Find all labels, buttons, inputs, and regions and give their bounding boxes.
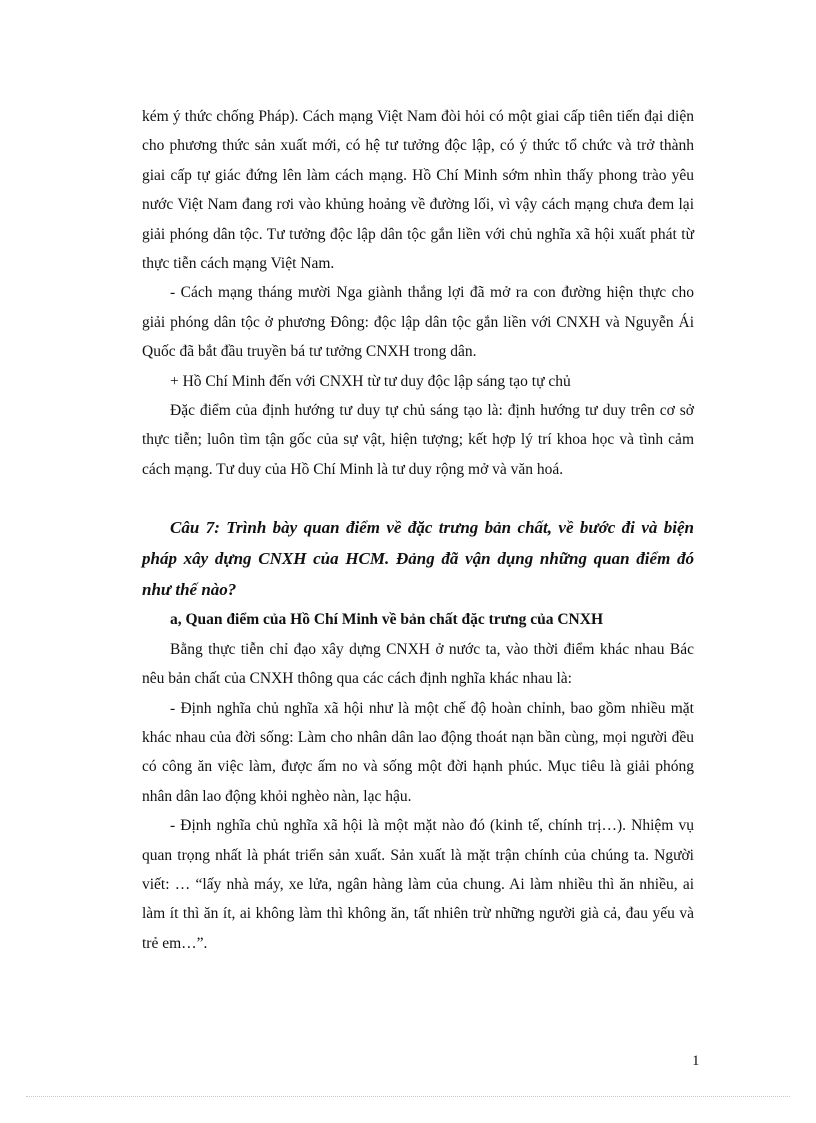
paragraph-definition-one-aspect: - Định nghĩa chủ nghĩa xã hội là một mặt nào đó (kinh tế, chính trị…). Nhiệm vụ quan trọng nhất là phát triển sản xuất. Sản xuất là mặt trận chính của chúng ta. Người viết: … “lấy nhà máy, xe lửa, ngân hàng làm của chung. Ai làm nhiều thì ăn nhiều, ai làm ít thì ăn ít, ai không làm thì không ăn, tất nhiên trừ những người già cả, đau yếu và trẻ em…”. — [142, 817, 694, 952]
paragraph-independent-thinking: + Hồ Chí Minh đến với CNXH từ tư duy độc lập sáng tạo tự chủ — [170, 372, 571, 390]
page-number: 1 — [692, 1053, 700, 1069]
section-heading: a, Quan điểm của Hồ Chí Minh về bản chất đặc trưng của CNXH — [170, 611, 604, 629]
page-bottom-border — [26, 1096, 790, 1097]
question-heading: Câu 7: Trình bày quan điểm về đặc trưng bản chất, về bước đi và biện pháp xây dựng CNXH của HCM. Đảng đã vận dụng những quan điểm đó như thế nào? — [142, 518, 694, 600]
page-content — [142, 102, 694, 958]
paragraph-continuation: kém ý thức chống Pháp). Cách mạng Việt Nam đòi hỏi có một giai cấp tiên tiến đại diện cho phương thức sản xuất mới, có hệ tư tưởng độc lập, có ý thức tổ chức và trở thành giai cấp tự giác đứng lên làm cách mạng. Hồ Chí Minh sớm nhìn thấy phong trào yêu nước Việt Nam đang rơi vào khủng hoảng về đường lối, vì vậy cách mạng chưa đem lại giải phóng dân tộc. Tư tưởng độc lập dân tộc gắn liền với chủ nghĩa xã hội xuất phát từ thực tiễn cách mạng Việt Nam. — [142, 108, 694, 273]
paragraph-thinking-characteristics: Đặc điểm của định hướng tư duy tự chủ sáng tạo là: định hướng tư duy trên cơ sở thực tiễn; luôn tìm tận gốc của sự vật, hiện tượng; kết hợp lý trí khoa học và tình cảm cách mạng. Tư duy của Hồ Chí Minh là tư duy rộng mở và văn hoá. — [142, 402, 694, 478]
paragraph-definitions-intro: Bằng thực tiễn chỉ đạo xây dựng CNXH ở nước ta, vào thời điểm khác nhau Bác nêu bản chất của CNXH thông qua các cách định nghĩa khác nhau là: — [142, 640, 694, 688]
paragraph-definition-complete-regime: - Định nghĩa chủ nghĩa xã hội như là một chế độ hoàn chỉnh, bao gồm nhiều mặt khác nhau của đời sống: Làm cho nhân dân lao động thoát nạn bần cùng, mọi người đều có công ăn việc làm, được ấm no và sống một đời hạnh phúc. Mục tiêu là giải phóng nhân dân lao động khỏi nghèo nàn, lạc hậu. — [142, 699, 694, 805]
paragraph-october-revolution: - Cách mạng tháng mười Nga giành thắng lợi đã mở ra con đường hiện thực cho giải phóng dân tộc ở phương Đông: độc lập dân tộc gắn liền với CNXH và Nguyễn Ái Quốc đã bắt đầu truyền bá tư tưởng CNXH trong dân. — [142, 284, 694, 361]
